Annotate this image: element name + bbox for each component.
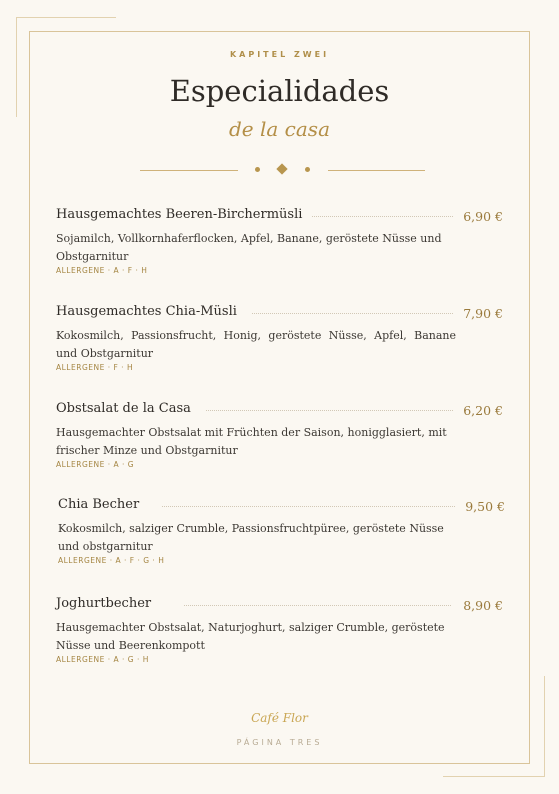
page-number: PÁGINA TRES (236, 738, 323, 747)
menu-item-name: Joghurtbecher (56, 596, 152, 611)
menu-item-price: 7,90 € (463, 306, 503, 321)
ornament-line-left (140, 170, 238, 171)
page-subtitle: de la casa (229, 117, 330, 141)
corner-ornament-top-left (16, 17, 116, 18)
menu-item-name: Chia Becher (58, 497, 140, 512)
menu-item (56, 304, 503, 372)
ornament-line-right (328, 170, 425, 171)
price-leader (252, 313, 453, 314)
chapter-label: KAPITEL ZWEI (229, 50, 330, 59)
menu-item-name: Hausgemachtes Chia-Müsli (56, 304, 237, 319)
price-leader (312, 216, 453, 217)
menu-item-description: Kokosmilch, salziger Crumble, Passionsfruchtpüree, geröstete Nüsse und obstgarnitur (58, 522, 444, 553)
corner-ornament-bottom-right-vertical (544, 676, 545, 777)
menu-item (56, 207, 503, 275)
menu-item (56, 596, 503, 664)
menu-item (56, 401, 503, 469)
page-title: Especialidades (169, 74, 390, 108)
menu-item-allergens: ALLERGENE · A · G · H (56, 655, 149, 664)
ornament-dot-left (255, 167, 260, 172)
price-leader (206, 410, 453, 411)
menu-item-allergens: ALLERGENE · A · G (56, 460, 135, 469)
menu-item-price: 6,90 € (463, 209, 503, 224)
menu-item-name: Obstsalat de la Casa (56, 401, 191, 416)
ornament-dot-right (305, 167, 310, 172)
menu-item-allergens: ALLERGENE · A · F · G · H (58, 556, 165, 565)
menu-item-allergens: ALLERGENE · A · F · H (56, 266, 148, 275)
menu-item-description: Sojamilch, Vollkornhaferflocken, Apfel, Banane, geröstete Nüsse und Obstgarnitur (56, 232, 442, 263)
price-leader (184, 605, 451, 606)
menu-item (58, 497, 505, 565)
corner-ornament-bottom-right (443, 776, 544, 777)
menu-item-name: Hausgemachtes Beeren-Birchermüsli (56, 207, 303, 222)
footer-logo: Café Flor (251, 711, 308, 725)
menu-item-price: 9,50 € (465, 499, 505, 514)
price-leader (162, 506, 455, 507)
menu-item-price: 6,20 € (463, 403, 503, 418)
menu-item-description: Hausgemachter Obstsalat mit Früchten der Saison, honigglasiert, mit frischer Minze und Obstgarnitur (56, 426, 447, 457)
menu-item-price: 8,90 € (463, 598, 503, 613)
menu-item-description: Kokosmilch, Passionsfrucht, Honig, geröstete Nüsse, Apfel, Banane und Obstgarnitur (56, 329, 456, 360)
menu-item-description: Hausgemachter Obstsalat, Naturjoghurt, salziger Crumble, geröstete Nüsse und Beerenkompott (56, 621, 445, 652)
menu-item-allergens: ALLERGENE · F · H (56, 363, 134, 372)
